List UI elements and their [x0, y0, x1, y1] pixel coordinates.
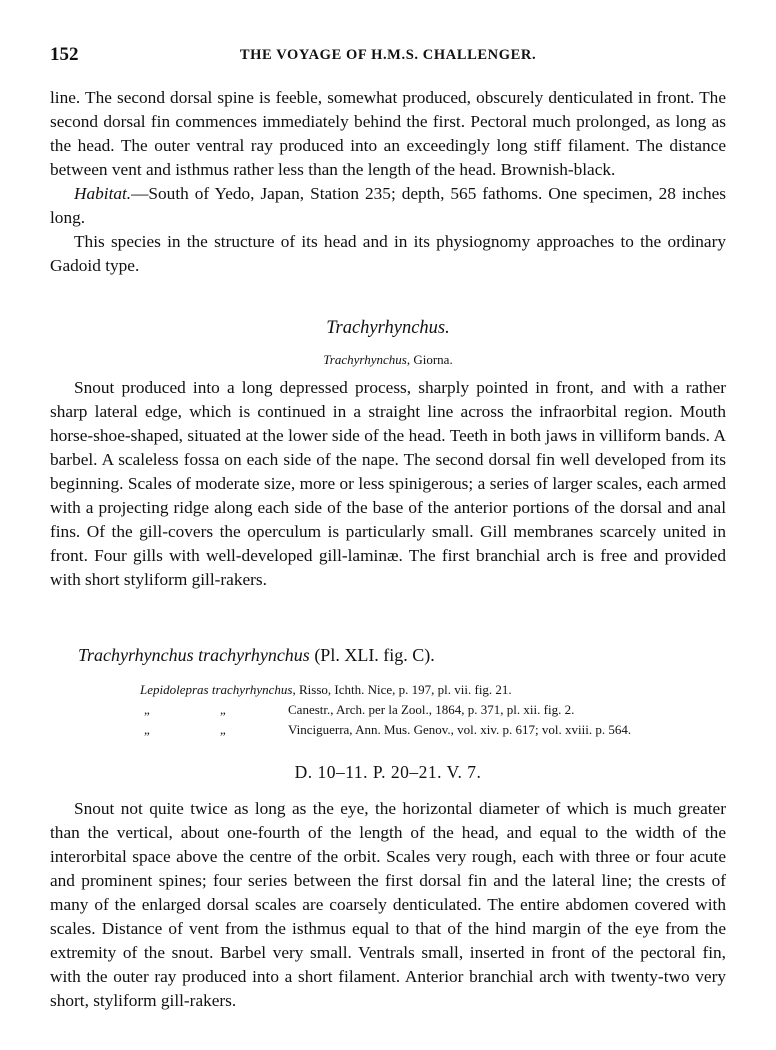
synonym-name: Lepidolepras trachyrhynchus	[140, 682, 293, 697]
synonym-citation: Vinciguerra, Ann. Mus. Genov., vol. xiv. p. 617; vol. xviii. p. 564.	[288, 722, 632, 737]
genus-authority-author: , Giorna.	[406, 352, 453, 367]
synonymy-list	[140, 680, 730, 740]
synonymy-entry	[140, 680, 730, 700]
page-number: 152	[50, 44, 79, 65]
genus-authority	[50, 352, 726, 368]
genus-authority-name: Trachyrhynchus	[323, 352, 407, 367]
ditto-mark: „	[144, 722, 150, 737]
genus-description: Snout produced into a long depressed process, sharply pointed in front, and with a rather sharp lateral edge, which is continued in a straight line across the infraorbital region. Mouth horse-shoe-shaped, situated at the lower side of the head. Teeth in both jaws in villiform bands. A barbel. A scaleless fossa on each side of the nape. The second dorsal fin well developed from its beginning. Scales of moderate size, more or less spinigerous; a series of larger scales, each armed with a projecting ridge along each side of the base of the anterior portions of the dorsal and anal fins. Of the gill-covers the operculum is particularly small. Gill membranes scarcely united in front. Four gills with well-developed gill-laminæ. The first branchial arch is free and provided with short styliform gill-rakers.	[50, 378, 726, 589]
habitat-paragraph	[50, 182, 726, 230]
species-description-block	[50, 797, 726, 1013]
plate-reference: (Pl. XLI. fig. C).	[309, 645, 435, 665]
ditto-mark: „	[220, 722, 226, 737]
synonym-citation: , Risso, Ichth. Nice, p. 197, pl. vii. fig. 21.	[292, 682, 512, 697]
species-name: Trachyrhynchus trachyrhynchus	[78, 645, 310, 665]
genus-heading: Trachyrhynchus.	[326, 318, 450, 338]
habitat-label: Habitat.	[74, 184, 132, 203]
habitat-text: —South of Yedo, Japan, Station 235; depth, 565 fathoms. One specimen, 28 inches long.	[50, 184, 726, 227]
synonym-citation: Canestr., Arch. per la Zool., 1864, p. 371, pl. xii. fig. 2.	[288, 702, 575, 717]
fin-formula-block	[50, 762, 726, 788]
paragraph-continued: line. The second dorsal spine is feeble, somewhat produced, obscurely denticulated in front. The second dorsal fin commences immediately behind the first. Pectoral much prolonged, as long as the head. The outer ventral ray produced into an exceedingly long stiff filament. The distance between vent and isthmus rather less than the length of the head. Brownish-black.	[50, 88, 726, 179]
synonymy-entry	[140, 700, 730, 720]
ditto-mark: „	[144, 702, 150, 717]
affinity-paragraph: This species in the structure of its head and in its physiognomy approaches to the ordinary Gadoid type.	[50, 232, 726, 275]
intro-section	[50, 86, 726, 278]
species-description: Snout not quite twice as long as the eye, the horizontal diameter of which is much greater than the vertical, about one-fourth of the length of the head, and equal to the width of the interorbital space above the centre of the orbit. Scales very rough, each with three or four acute and prominent spines; four series between the first dorsal fin and the lateral line; the crests of many of the enlarged dorsal scales are coarsely denticulated. The entire abdomen covered with scales. Distance of vent from the isthmus equal to that of the hind margin of the eye from the extremity of the snout. Barbel very small. Ventrals small, inserted in front of the pectoral fin, with the outer ray produced into a short filament. Anterior branchial arch with twenty-two very short, styliform gill-rakers.	[50, 799, 726, 1010]
ditto-mark: „	[220, 702, 226, 717]
genus-description-block	[50, 376, 726, 592]
running-title: THE VOYAGE OF H.M.S. CHALLENGER.	[239, 47, 537, 63]
synonymy-entry	[140, 720, 730, 740]
page-header	[50, 44, 726, 68]
fin-formula: D. 10–11. P. 20–21. V. 7.	[294, 762, 482, 782]
species-heading	[78, 645, 435, 666]
